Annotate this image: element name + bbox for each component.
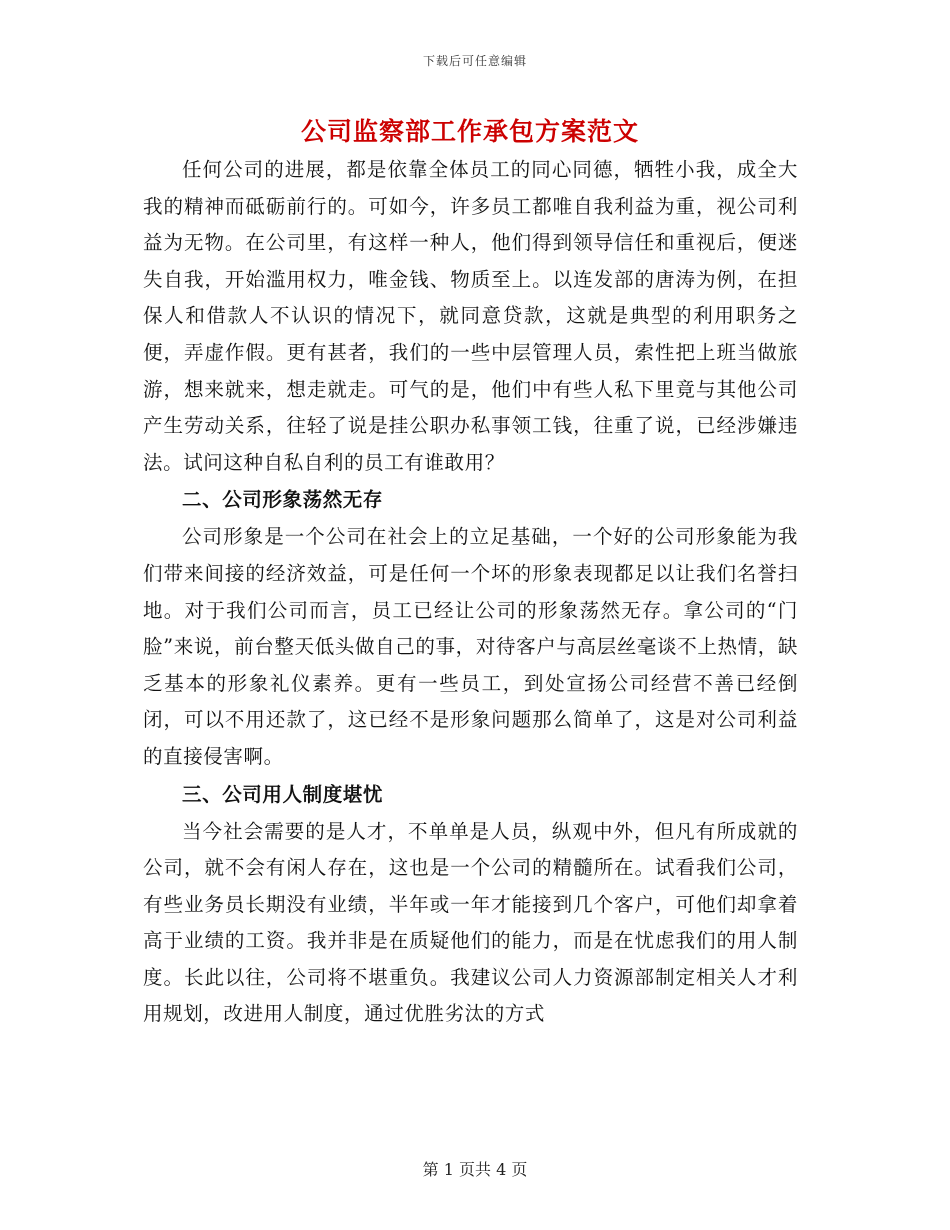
document-title: 公司监察部工作承包方案范文 (300, 117, 639, 146)
section-paragraph-image: 公司形象是一个公司在社会上的立足基础，一个好的公司形象能为我们带来间接的经济效益，可是任何一个坏的形象表现都足以让我们名誉扫地。对于我们公司而言，员工已经让公司的形象荡然无存。拿公司的“门脸”来说，前台整天低头做自己的事，对待客户与高层丝毫谈不上热情，缺乏基本的形象礼仪素养。更有一些员工，到处宣扬公司经营不善已经倒闭，可以不用还款了，这已经不是形象问题那么简单了，这是对公司利益的直接侵害啊。 (143, 525, 798, 768)
section-paragraph-hiring: 当今社会需要的是人才，不单单是人员，纵观中外，但凡有所成就的公司，就不会有闲人存在，这也是一个公司的精髓所在。试看我们公司，有些业务员长期没有业绩，半年或一年才能接到几个客户，可他们却拿着高于业绩的工资。我并非是在质疑他们的能力，而是在忧虑我们的用人制度。长此以往，公司将不堪重负。我建议公司人力资源部制定相关人才利用规划，改进用人制度，通过优胜劣汰的方式 (143, 819, 798, 1026)
page-number: 第 1 页共 4 页 (422, 1160, 528, 1179)
intro-paragraph: 任何公司的进展，都是依靠全体员工的同心同德，牺牲小我，成全大我的精神而砥砺前行的。可如今，许多员工都唯自我利益为重，视公司利益为无物。在公司里，有这样一种人，他们得到领导信任和重视后，便迷失自我，开始滥用权力，唯金钱、物质至上。以连发部的唐涛为例，在担保人和借款人不认识的情况下，就同意贷款，这就是典型的利用职务之便，弄虚作假。更有甚者，我们的一些中层管理人员，索性把上班当做旅游，想来就来，想走就走。可气的是，他们中有些人私下里竟与其他公司产生劳动关系，往轻了说是挂公职办私事领工钱，往重了说，已经涉嫌违法。试问这种自私自利的员工有谁敢用？ (143, 158, 798, 474)
document-body (143, 152, 798, 1033)
section-heading-hiring: 三、公司用人制度堪忧 (182, 782, 384, 806)
section-heading-image: 二、公司形象荡然无存 (182, 488, 384, 512)
header-note: 下载后可任意编辑 (422, 54, 527, 68)
